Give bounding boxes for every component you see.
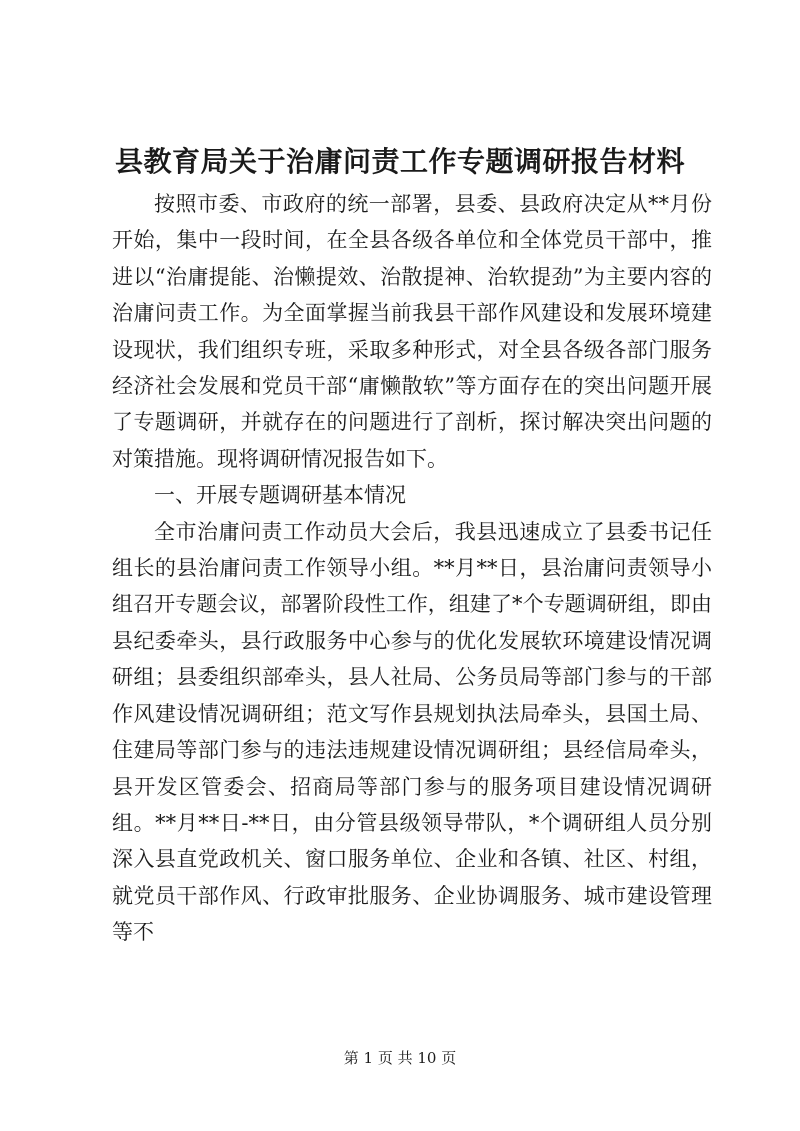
document-body [112,186,712,951]
document-title: 县教育局关于治庸问责工作专题调研报告材料 [114,145,685,178]
page-number-footer: 第 1 页 共 10 页 [343,1049,457,1067]
section-heading: 一、开展专题调研基本情况 [154,483,406,508]
intro-paragraph: 按照市委、市政府的统一部署，县委、县政府决定从**月份开始，集中一段时间，在全县各级各单位和全体党员干部中，推进以“治庸提能、治懒提效、治散提神、治软提劲”为主要内容的治庸问责工作。为全面掌握当前我县干部作风建设和发展环境建设现状，我们组织专班，采取多种形式，对全县各级各部门服务经济社会发展和党员干部“庸懒散软”等方面存在的突出问题开展了专题调研，并就存在的问题进行了剖析，探讨解决突出问题的对策措施。现将调研情况报告如下。 [112,192,712,471]
body-paragraph: 全市治庸问责工作动员大会后，我县迅速成立了县委书记任组长的县治庸问责工作领导小组。**月**日，县治庸问责领导小组召开专题会议，部署阶段性工作，组建了*个专题调研组，即由县纪委牵头，县行政服务中心参与的优化发展软环境建设情况调研组；县委组织部牵头，县人社局、公务员局等部门参与的干部作风建设情况调研组；范文写作县规划执法局牵头，县国土局、住建局等部门参与的违法违规建设情况调研组；县经信局牵头，县开发区管委会、招商局等部门参与的服务项目建设情况调研组。**月**日-**日，由分管县级领导带队，*个调研组人员分别深入县直党政机关、窗口服务单位、企业和各镇、社区、村组，就党员干部作风、行政审批服务、企业协调服务、城市建设管理等不 [112,519,712,945]
